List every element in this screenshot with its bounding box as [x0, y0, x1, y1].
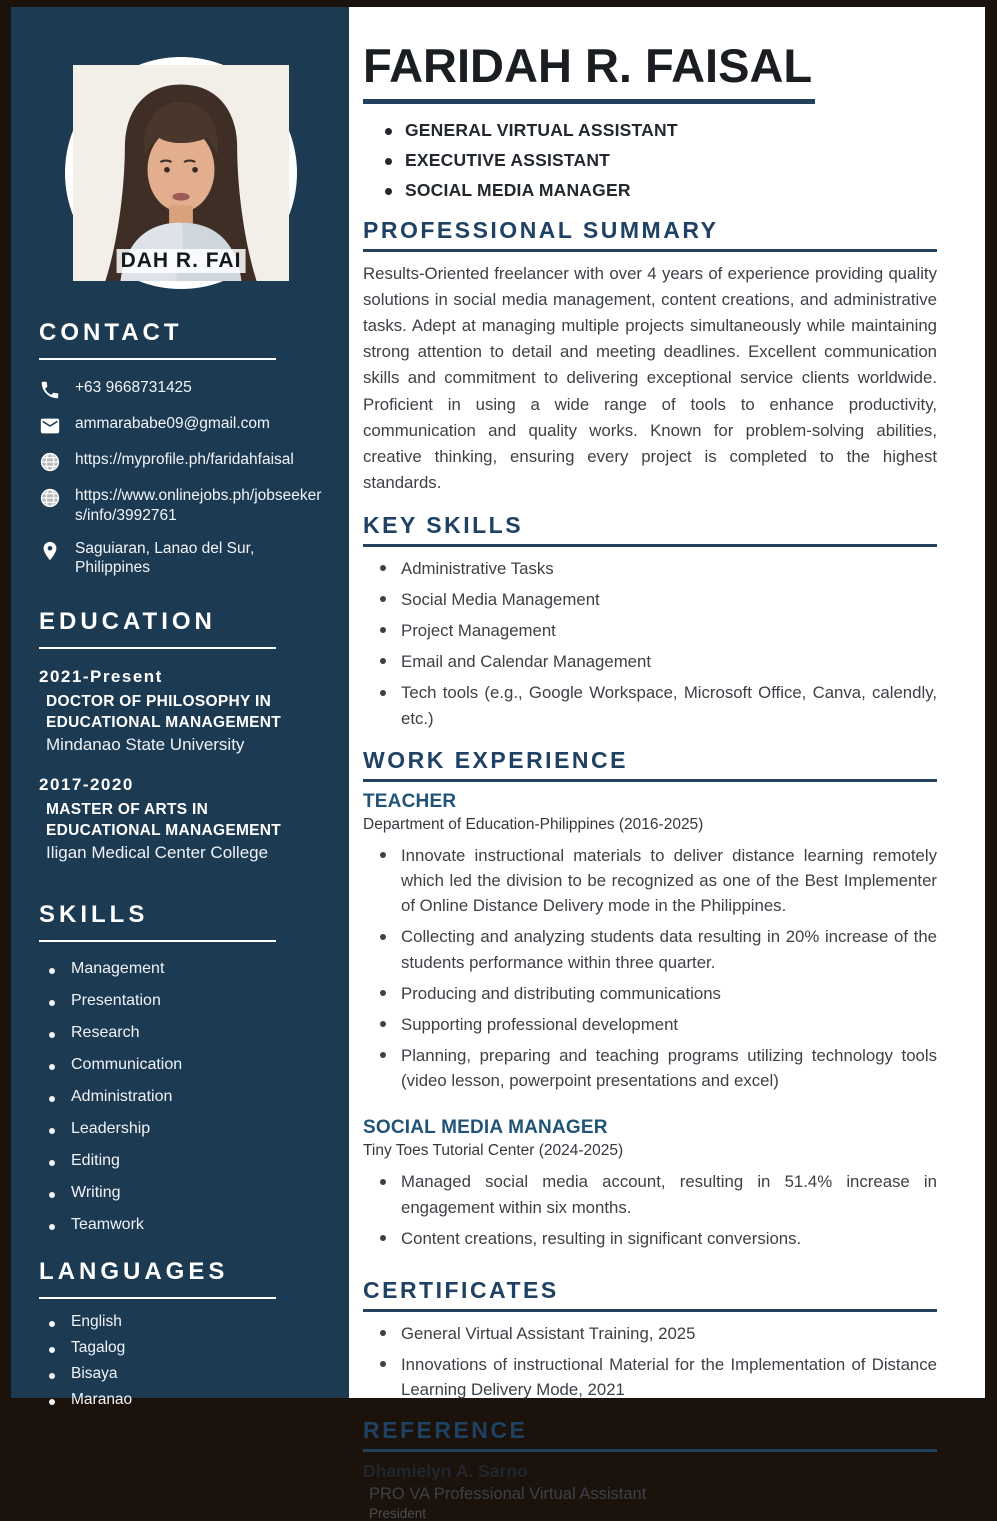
certificates-list [363, 1321, 937, 1403]
skills-section [39, 901, 323, 1234]
education-section [39, 608, 323, 863]
email-icon [39, 415, 61, 437]
contact-row-phone [39, 378, 323, 401]
page-title: FARIDAH R. FAISAL [363, 39, 813, 92]
onlinejobs-url[interactable]: https://www.onlinejobs.ph/jobseekers/info/3992761 [75, 487, 322, 524]
certificates-divider [363, 1309, 937, 1312]
location-text: Saguiaran, Lanao del Sur, Philippines [75, 539, 255, 577]
key-skills-title: KEY SKILLS [363, 511, 524, 538]
certificates-title: CERTIFICATES [363, 1277, 559, 1303]
globe-icon [39, 487, 61, 509]
globe-icon [39, 451, 61, 473]
job-organization: Department of Education-Philippines (2016-2025) [363, 815, 704, 833]
skill-item: Communication [39, 1056, 323, 1074]
skill-item: Leadership [39, 1120, 323, 1138]
skills-title: SKILLS [39, 901, 149, 929]
photo-name-overlay: DAH R. FAI [117, 249, 246, 273]
job-bullet: Content creations, resulting in significant conversions. [363, 1226, 937, 1251]
resume-page [11, 7, 985, 1521]
languages-title: LANGUAGES [39, 1258, 229, 1286]
reference-position: President [369, 1505, 427, 1521]
education-divider [39, 647, 276, 649]
education-entry [39, 667, 323, 755]
skill-item: Administration [39, 1088, 323, 1106]
location-icon [39, 540, 61, 562]
key-skill-item: Project Management [363, 618, 937, 643]
job-organization: Tiny Toes Tutorial Center (2024-2025) [363, 1142, 624, 1160]
job-bullet: Supporting professional development [363, 1012, 937, 1037]
role-item: EXECUTIVE ASSISTANT [363, 150, 937, 171]
skill-item: Editing [39, 1152, 323, 1170]
job-role: TEACHER [363, 790, 457, 812]
email-address[interactable]: ammarababe09@gmail.com [75, 415, 270, 432]
job-bullet: Planning, preparing and teaching programs utilizing technology tools (video lesson, powerpoint presentations and excel) [363, 1043, 937, 1093]
job-bullet: Managed social media account, resulting in 51.4% increase in engagement within six months. [363, 1169, 937, 1219]
phone-icon [39, 379, 61, 401]
job-role: SOCIAL MEDIA MANAGER [363, 1117, 608, 1139]
job-entry-social-media-manager [363, 1117, 937, 1251]
key-skill-item: Tech tools (e.g., Google Workspace, Microsoft Office, Canva, calendly, etc.) [363, 680, 937, 730]
professional-summary-section [363, 217, 937, 495]
skill-item: Management [39, 960, 323, 978]
job-entry-teacher [363, 791, 937, 1094]
education-degree: DOCTOR OF PHILOSOPHY IN EDUCATIONAL MANAGEMENT [46, 693, 282, 731]
education-school: Mindanao State University [46, 735, 245, 755]
key-skill-item: Social Media Management [363, 587, 937, 612]
work-experience-divider [363, 779, 937, 782]
contact-section [39, 319, 323, 578]
skills-divider [39, 940, 276, 942]
languages-section [39, 1258, 323, 1409]
certificate-item: General Virtual Assistant Training, 2025 [363, 1321, 937, 1346]
sidebar [11, 7, 349, 1409]
reference-organization: PRO VA Professional Virtual Assistant [369, 1484, 647, 1503]
key-skills-list [363, 556, 937, 731]
job-bullet: Collecting and analyzing students data resulting in 20% increase of the students performance within three quarter. [363, 924, 937, 974]
education-years: 2017-2020 [39, 775, 134, 795]
contact-divider [39, 358, 276, 360]
profile-url[interactable]: https://myprofile.ph/faridahfaisal [75, 451, 294, 468]
job-bullet: Innovate instructional materials to deliver distance learning remotely which led the division to be recognized as one of the Best Implementer of Online Distance Delivery mode in the Philippines. [363, 843, 937, 919]
contact-row-email [39, 414, 323, 437]
reference-title: REFERENCE [363, 1416, 528, 1443]
education-school: Iligan Medical Center College [46, 843, 269, 863]
contact-row-website [39, 450, 323, 473]
skills-list [39, 960, 323, 1234]
skill-item: Writing [39, 1184, 323, 1202]
education-years: 2021-Present [39, 667, 163, 687]
work-experience-title: WORK EXPERIENCE [363, 746, 628, 773]
certificate-item: Innovations of instructional Material for the Implementation of Distance Learning Delivery Mode, 2021 [363, 1352, 937, 1402]
job-bullet: Producing and distributing communications [363, 981, 937, 1006]
role-item: SOCIAL MEDIA MANAGER [363, 180, 937, 201]
role-list [363, 120, 937, 201]
job-bullet-list [363, 843, 937, 1094]
education-degree: MASTER OF ARTS IN EDUCATIONAL MANAGEMENT [46, 801, 282, 839]
key-skills-section [363, 512, 937, 731]
job-bullet-list [363, 1169, 937, 1251]
reference-divider [363, 1449, 937, 1452]
education-title: EDUCATION [39, 608, 216, 636]
certificates-section [363, 1277, 937, 1403]
skill-item: Research [39, 1024, 323, 1042]
profile-photo [65, 57, 297, 289]
work-experience-section [363, 747, 937, 1251]
key-skill-item: Email and Calendar Management [363, 649, 937, 674]
languages-divider [39, 1297, 276, 1299]
professional-summary-divider [363, 249, 937, 252]
languages-list [39, 1313, 323, 1409]
contact-row-onlinejobs [39, 486, 323, 526]
main-content [349, 7, 985, 1521]
language-item: Bisaya [39, 1365, 323, 1383]
language-item: Tagalog [39, 1339, 323, 1357]
language-item: English [39, 1313, 323, 1331]
contact-title: CONTACT [39, 319, 183, 346]
language-item: Maranao [39, 1391, 323, 1409]
key-skill-item: Administrative Tasks [363, 556, 937, 581]
role-item: GENERAL VIRTUAL ASSISTANT [363, 120, 937, 141]
phone-number: +63 9668731425 [75, 379, 192, 396]
key-skills-divider [363, 544, 937, 547]
professional-summary-text: Results-Oriented freelancer with over 4 years of experience providing quality solutions in social media management, content creations, and administrative tasks. Adept at managing multiple projects simultaneously while maintaining strong attention to detail and meeting deadlines. Excellent communication skills and commitment to delivering exceptional service clients worldwide. Proficient in using a wide range of tools to enhance productivity, communication and quality works. Known for problem-solving abilities, creative thinking, ensuring every project is completed to the highest standards. [363, 264, 937, 492]
education-entry [39, 775, 323, 863]
skill-item: Presentation [39, 992, 323, 1010]
professional-summary-title: PROFESSIONAL SUMMARY [363, 217, 719, 244]
name-divider [363, 99, 815, 104]
skill-item: Teamwork [39, 1216, 323, 1234]
reference-name: Dhamielyn A. Sarno [363, 1460, 528, 1481]
contact-row-location [39, 539, 323, 579]
reference-section [363, 1417, 937, 1521]
